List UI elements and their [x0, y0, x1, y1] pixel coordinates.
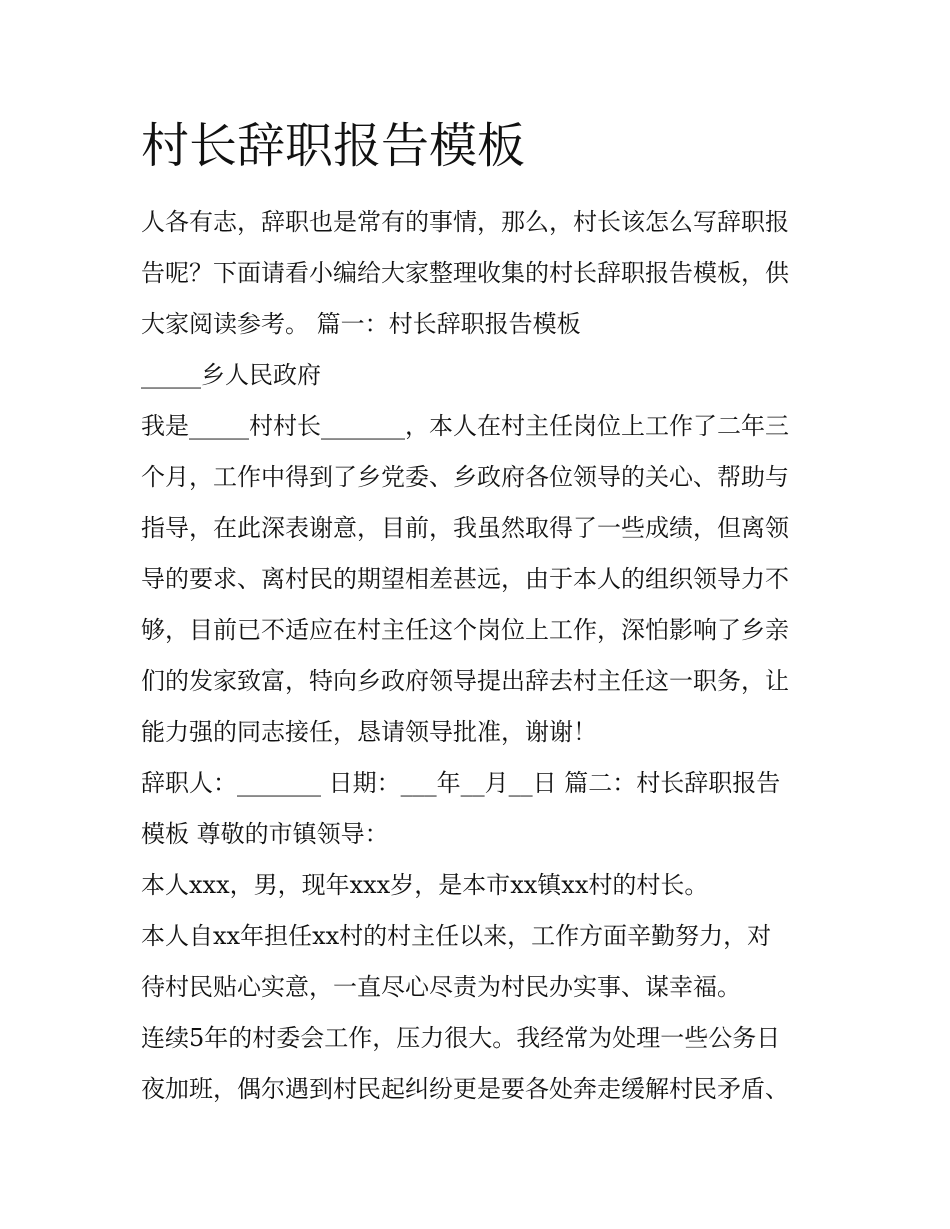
body-line-17: 连续5年的村委会工作，压力很大。我经常为处理一些公务日 — [141, 1024, 781, 1052]
body-line-12: 辞职人：_______ 日期：___年__月__日 篇二：村长辞职报告 — [141, 769, 781, 797]
body-line-7: 指导，在此深表谢意，目前，我虽然取得了一些成绩，但离领 — [141, 514, 789, 542]
body-line-2: 告呢？下面请看小编给大家整理收集的村长辞职报告模板，供 — [141, 259, 789, 287]
body-line-8: 导的要求、离村民的期望相差甚远，由于本人的组织领导力不 — [141, 565, 789, 593]
body-line-14: 本人xxx，男，现年xxx岁，是本市xx镇xx村的村长。 — [141, 871, 709, 899]
body-line-11: 能力强的同志接任，恳请领导批准，谢谢！ — [141, 718, 597, 746]
document-title: 村长辞职报告模板 — [141, 118, 526, 174]
body-line-3: 大家阅读参考。 篇一：村长辞职报告模板 — [141, 310, 581, 338]
body-line-15: 本人自xx年担任xx村的村主任以来，工作方面辛勤努力，对 — [141, 922, 772, 950]
body-line-9: 够，目前已不适应在村主任这个岗位上工作，深怕影响了乡亲 — [141, 616, 789, 644]
body-line-16: 待村民贴心实意，一直尽心尽责为村民办实事、谋幸福。 — [141, 973, 741, 1001]
body-line-18: 夜加班，偶尔遇到村民起纠纷更是要各处奔走缓解村民矛盾、 — [141, 1075, 789, 1103]
body-line-10: 们的发家致富，特向乡政府领导提出辞去村主任这一职务，让 — [141, 667, 789, 695]
body-line-5: 我是_____村村长_______，本人在村主任岗位上工作了二年三 — [141, 412, 789, 440]
body-line-4: _____乡人民政府 — [141, 361, 321, 389]
body-line-1: 人各有志，辞职也是常有的事情，那么，村长该怎么写辞职报 — [141, 208, 789, 236]
body-line-13: 模板 尊敬的市镇领导： — [141, 820, 389, 848]
body-line-6: 个月，工作中得到了乡党委、乡政府各位领导的关心、帮助与 — [141, 463, 789, 491]
